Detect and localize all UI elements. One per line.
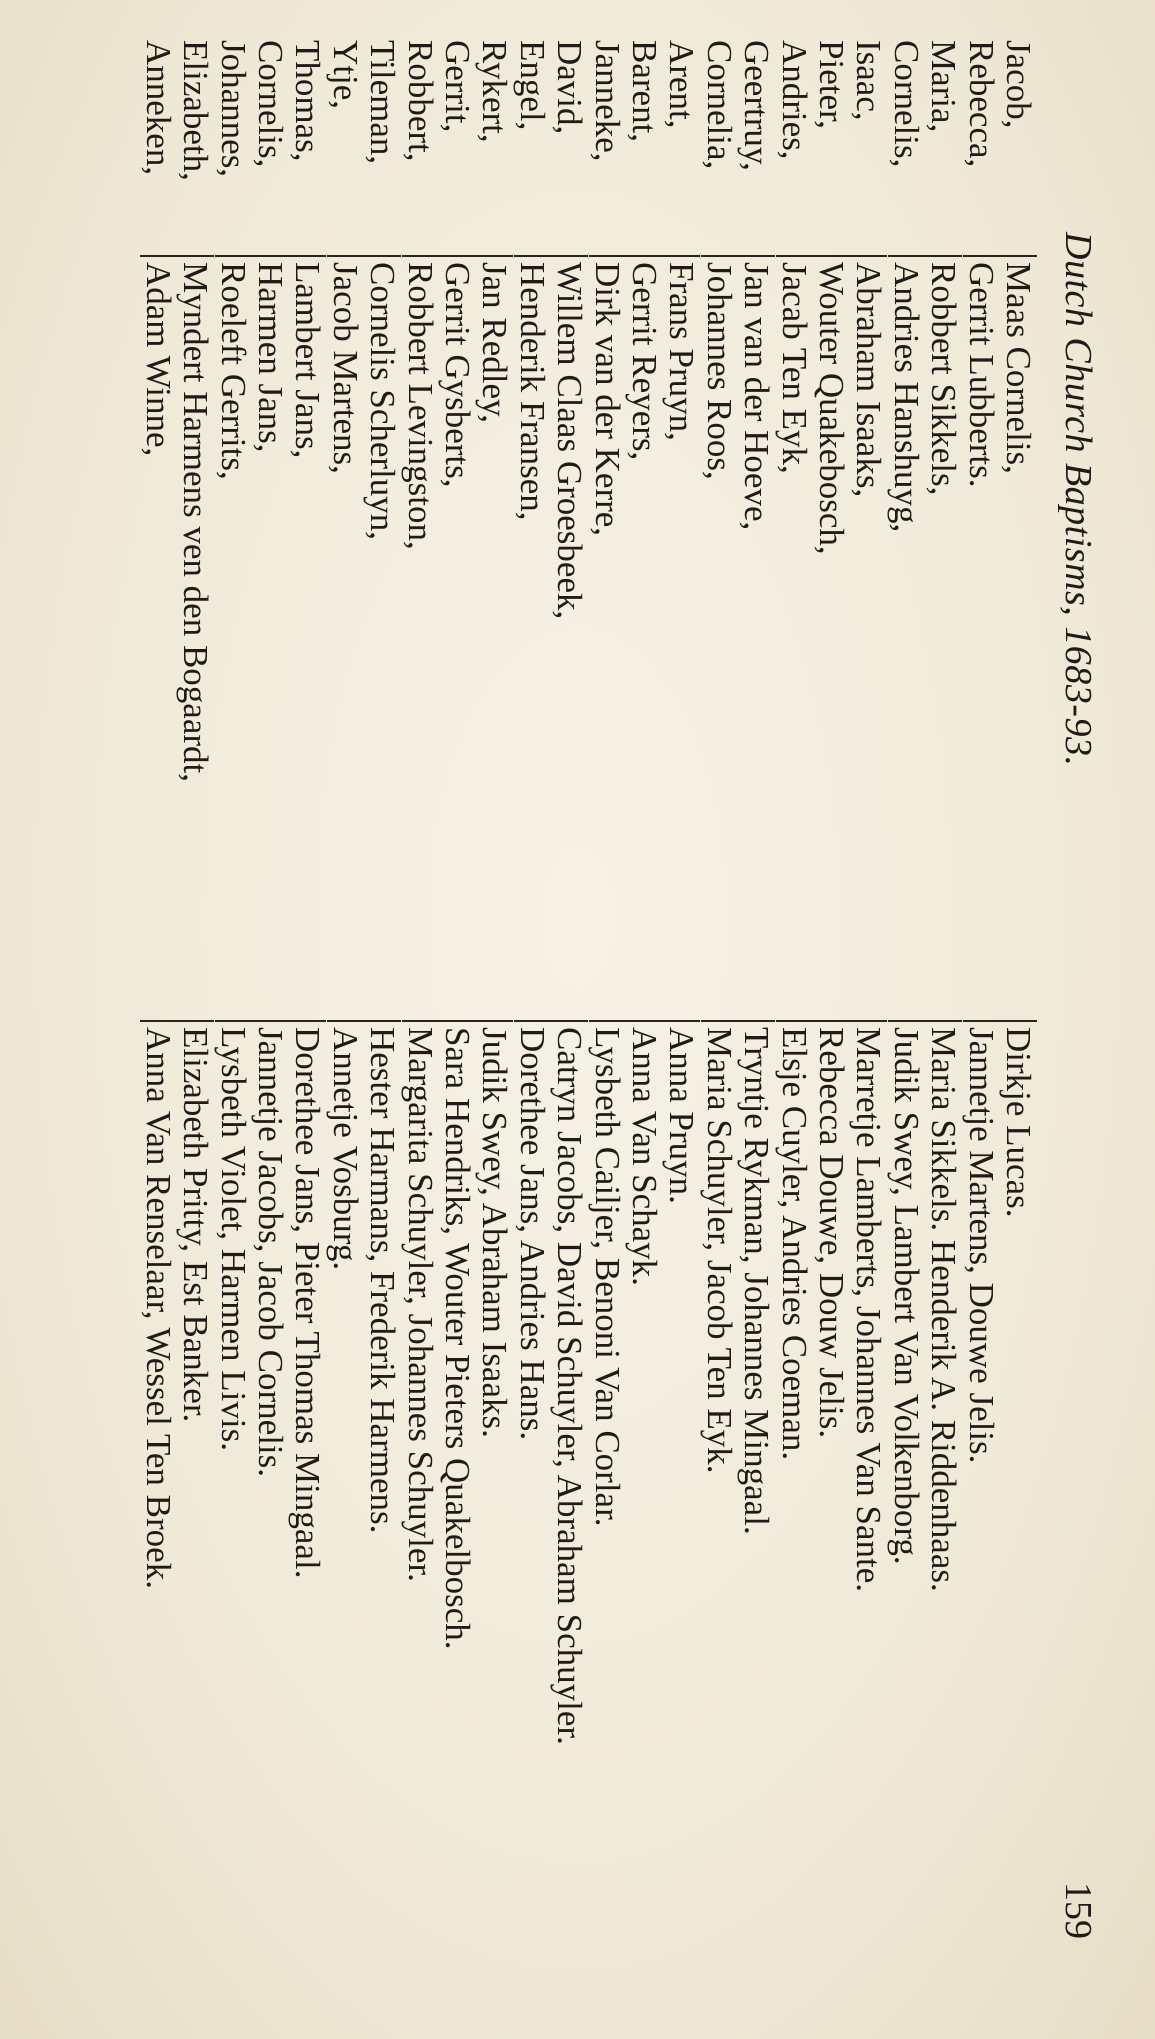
child-name: Rebecca, <box>961 40 1001 168</box>
sponsors-names: Dorethee Jans, Pieter Thomas Mingaal. <box>289 1020 326 1578</box>
parents-name: Gerrit Gysberts, <box>439 255 476 488</box>
register-row <box>776 0 813 2039</box>
sponsors-names: Marretje Lamberts, Johannes Van Sante. <box>850 1020 887 1592</box>
sponsors-names: Hester Harmans, Frederik Harmens. <box>364 1020 401 1533</box>
parents-name: Jacab Ten Eyk, <box>776 255 813 474</box>
register-row <box>215 0 252 2039</box>
register-row <box>1000 0 1037 2039</box>
register-row <box>439 0 476 2039</box>
child-name: Arent, <box>662 40 702 129</box>
child-name: Tileman, <box>363 40 403 165</box>
parents-name: Roeleft Gerrits, <box>215 255 252 480</box>
parents-name: Abraham Isaaks, <box>850 255 887 497</box>
parents-name: Gerrit Reyers, <box>626 255 663 460</box>
parents-name: Robbert Levingston, <box>402 255 439 550</box>
register-row <box>888 0 925 2039</box>
register-row <box>364 0 401 2039</box>
register-row <box>850 0 887 2039</box>
child-name: Cornelis, <box>251 40 290 168</box>
sponsors-names: Anna Van Renselaar, Wessel Ten Broek. <box>140 1020 177 1589</box>
sponsors-names: Lysbeth Cailjer, Benoni Van Corlar. <box>589 1020 626 1527</box>
parents-name: Willem Claas Groesbeek, <box>551 255 588 619</box>
sponsors-names: Rebecca Douwe, Douw Jelis. <box>813 1020 850 1438</box>
sponsors-names: Sara Hendriks, Wouter Pieters Quakelbosch. <box>439 1020 476 1650</box>
register-row <box>140 0 177 2039</box>
child-name: Jacob, <box>999 40 1038 129</box>
child-name: David, <box>550 40 590 135</box>
running-header <box>1040 232 1100 1939</box>
parents-name: Wouter Quakebosch, <box>813 255 850 555</box>
sponsors-names: Jannetje Martens, Douwe Jelis. <box>963 1020 1000 1463</box>
register-row <box>626 0 663 2039</box>
child-name: Pieter, <box>812 40 851 129</box>
parents-name: Robbert Sikkels, <box>925 255 962 495</box>
sponsors-names: Judik Swey, Abraham Isaaks. <box>476 1020 513 1438</box>
sponsors-names: Lysbeth Violet, Harmen Livis. <box>215 1020 252 1451</box>
register-row <box>476 0 513 2039</box>
sponsors-names: Maria Schuyler, Jacob Ten Eyk. <box>701 1020 738 1474</box>
sponsors-names: Dorethee Jans, Andries Hans. <box>514 1020 551 1440</box>
child-name: Robbert, <box>400 40 440 162</box>
parents-name: Jan van der Hoeve, <box>738 255 775 530</box>
register-row <box>963 0 1000 2039</box>
sponsors-names: Dirkje Lucas. <box>1000 1020 1037 1217</box>
sponsors-names: Anna Pruyn. <box>663 1020 700 1204</box>
register-row <box>738 0 775 2039</box>
parents-name: Johannes Roos, <box>701 255 738 480</box>
child-name: Elizabeth, <box>176 40 216 181</box>
page-number: 159 <box>1057 1882 1099 1939</box>
register-row <box>701 0 738 2039</box>
sponsors-names: Catryn Jacobs, David Schuyler, Abraham Schuyler. <box>551 1020 588 1745</box>
child-name: Andries, <box>774 40 814 160</box>
child-name: Johannes, <box>213 40 253 178</box>
running-title: Dutch Church Baptisms, 1683-93. <box>1057 232 1099 767</box>
parents-name: Dirk van der Kerre, <box>589 255 626 536</box>
child-name: Cornelia, <box>699 40 739 170</box>
parents-name: Harmen Jans, <box>252 255 289 453</box>
parents-name: Adam Winne, <box>140 255 177 456</box>
register-row <box>402 0 439 2039</box>
sponsors-names: Annetje Vosburg. <box>327 1020 364 1270</box>
sponsors-names: Elizabeth Pritty, Est Banker. <box>177 1020 214 1422</box>
child-name: Rykert, <box>475 40 515 143</box>
sponsors-names: Maria Sikkels. Henderik A. Riddenhaas. <box>925 1020 962 1592</box>
sponsors-names: Judik Swey, Lambert Van Volkenborg. <box>888 1020 925 1565</box>
register-row <box>925 0 962 2039</box>
child-name: Ytje, <box>325 40 365 110</box>
parents-name: Jacob Martens, <box>327 255 364 474</box>
register-row <box>663 0 700 2039</box>
child-name: Maria, <box>924 40 964 133</box>
register-row <box>327 0 364 2039</box>
sponsors-names: Elsje Cuyler, Andries Coeman. <box>776 1020 813 1460</box>
sponsors-names: Margarita Schuyler, Johannes Schuyler. <box>402 1020 439 1582</box>
child-name: Janneke, <box>587 40 627 162</box>
sponsors-names: Anna Van Schayk. <box>626 1020 663 1286</box>
parents-name: Andries Hanshuyg, <box>888 255 925 532</box>
register-row <box>252 0 289 2039</box>
parents-name: Henderik Fransen, <box>514 255 551 521</box>
parents-name: Maas Cornelis, <box>1000 255 1037 474</box>
parents-name: Frans Pruyn, <box>663 255 700 441</box>
register-row <box>289 0 326 2039</box>
child-name: Geertruy, <box>737 40 777 171</box>
parents-name: Gerrit Lubberts. <box>963 255 1000 487</box>
register-row <box>514 0 551 2039</box>
register-row <box>177 0 214 2039</box>
register-row <box>813 0 850 2039</box>
parents-name: Cornelis Scherluyn, <box>364 255 401 540</box>
child-name: Barent, <box>625 40 664 143</box>
parents-name: Jan Redley, <box>476 255 513 423</box>
parents-name: Myndert Harmens ven den Bogaardt, <box>177 255 214 782</box>
parents-name: Lambert Jans, <box>289 255 326 458</box>
child-name: Anneken, <box>138 40 178 176</box>
register-row <box>589 0 626 2039</box>
sponsors-names: Tryntje Rykman, Johannes Mingaal. <box>738 1020 775 1535</box>
child-name: Cornelis, <box>886 40 926 168</box>
child-name: Isaac, <box>849 40 889 121</box>
child-name: Engel, <box>512 40 552 131</box>
child-name: Thomas, <box>288 40 328 162</box>
register-row <box>551 0 588 2039</box>
child-name: Gerrit, <box>438 40 477 133</box>
sponsors-names: Jannetje Jacobs, Jacob Cornelis. <box>252 1020 289 1477</box>
